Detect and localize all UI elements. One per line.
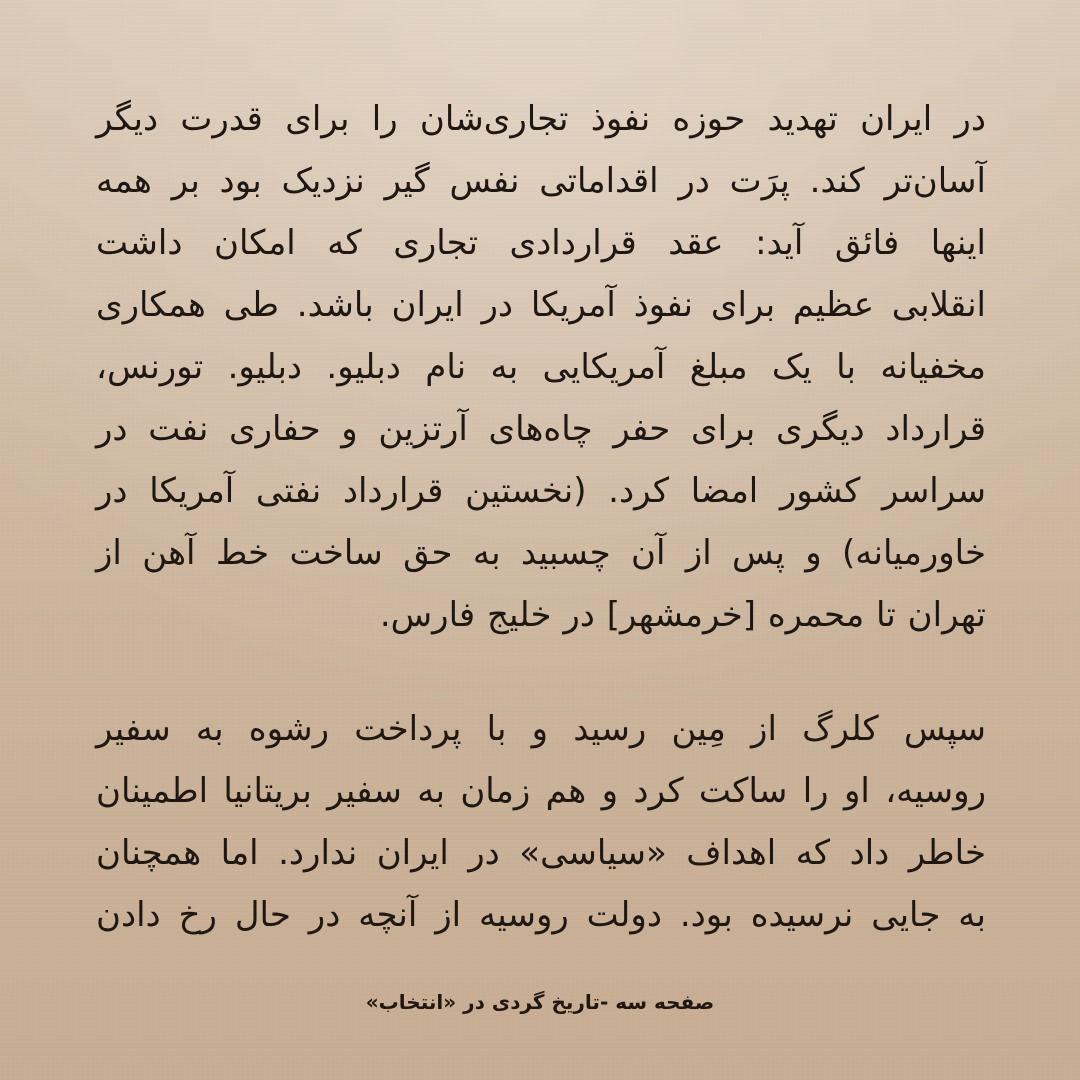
paragraph-2-line: خاطر داد که اهداف «سیاسی» در ایران ندارد. اما همچنان bbox=[96, 833, 986, 873]
paragraph-2 bbox=[96, 698, 986, 946]
paragraph-1 bbox=[96, 88, 986, 646]
paragraph-1-line: قرارداد دیگری برای حفر چاه‌های آرتزین و حفاری نفت در bbox=[96, 409, 986, 449]
paragraph-1-line: خاورمیانه) و پس از آن چسبید به حق ساخت خط آهن از bbox=[96, 533, 986, 573]
paragraph-2-line: روسیه، او را ساکت کرد و هم زمان به سفیر بریتانیا اطمینان bbox=[96, 771, 986, 811]
text-page bbox=[96, 88, 986, 1018]
paragraph-1-line: سراسر کشور امضا کرد. (نخستین قرارداد نفتی آمریکا در bbox=[96, 471, 986, 511]
page-footer-caption: صفحه سه -تاریخ گردی در «انتخاب» bbox=[365, 990, 715, 1014]
paragraph-1-line: اینها فائق آید: عقد قراردادی تجاری که امکان داشت bbox=[96, 223, 986, 263]
paragraph-1-line: مخفیانه با یک مبلغ آمریکایی به نام دبلیو. دبلیو. تورنس، bbox=[96, 347, 986, 387]
paragraph-1-line: انقلابی عظیم برای نفوذ آمریکا در ایران باشد. طی همکاری bbox=[96, 285, 986, 325]
paragraph-1-line: تهران تا محمره [خرمشهر] در خلیج فارس. bbox=[379, 595, 986, 635]
paragraph-2-line: سپس کلرگ از مِین رسید و با پرداخت رشوه به سفیر bbox=[96, 709, 986, 749]
paragraph-2-line: به جایی نرسیده بود. دولت روسیه از آنچه در حال رخ دادن bbox=[96, 895, 986, 935]
paragraph-1-line: در ایران تهدید حوزه نفوذ تجاری‌شان را برای قدرت دیگر bbox=[96, 99, 986, 139]
paragraph-1-line: آسان‌تر کند. پرَت در اقداماتی نفس گیر نزدیک بود بر همه bbox=[96, 161, 986, 201]
